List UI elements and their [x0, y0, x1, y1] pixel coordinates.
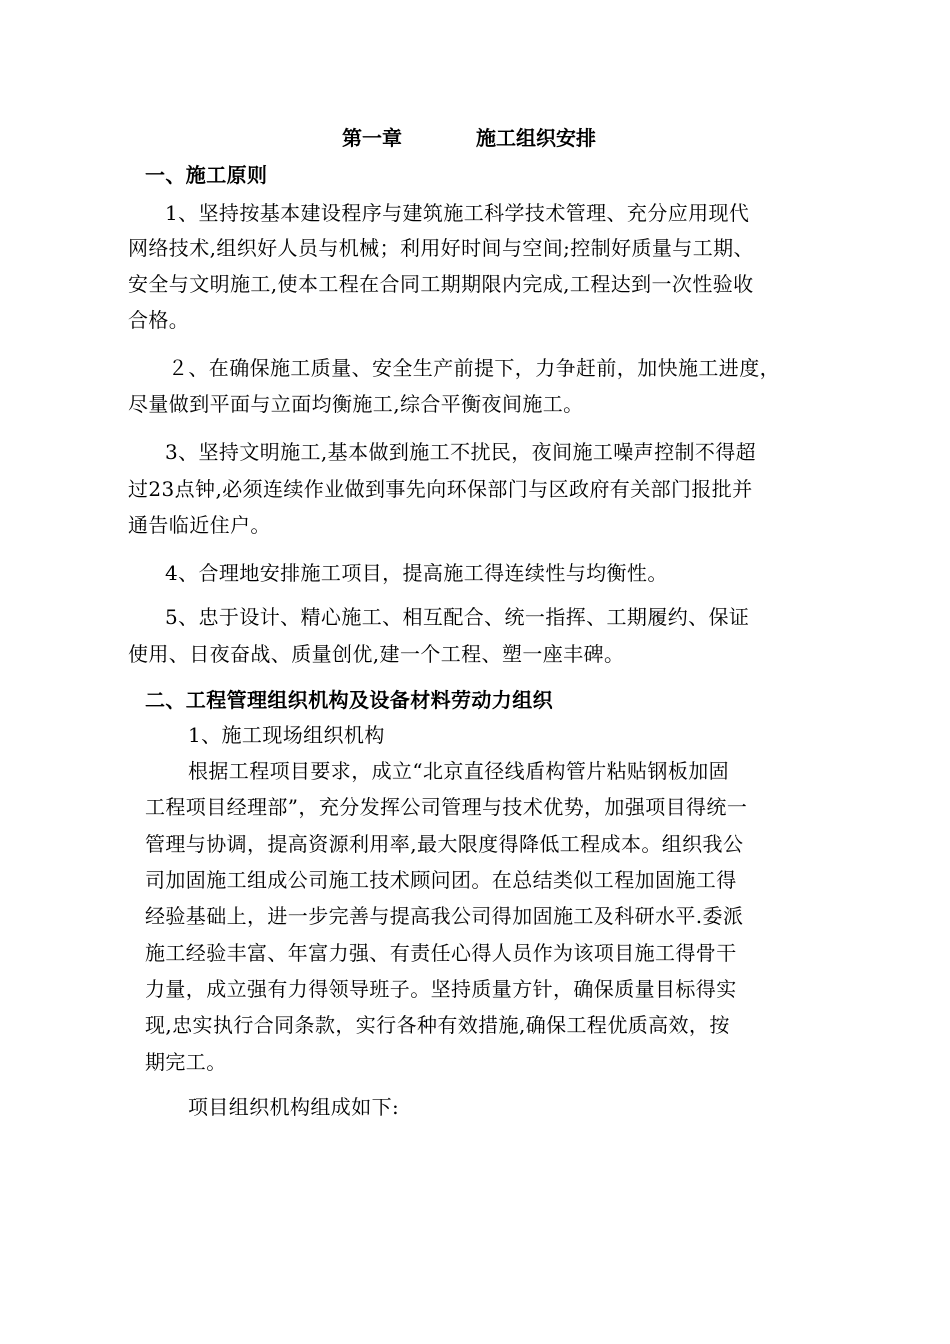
principle-1-line-2: 网络技术,组织好人员与机械；利用好时间与空间;控制好质量与工期、: [128, 236, 754, 260]
principle-1-line-1: 1、坚持按基本建设程序与建筑施工科学技术管理、充分应用现代: [165, 201, 750, 225]
principle-1-line-3: 安全与文明施工,使本工程在合同工期期限内完成,工程达到一次性验收: [128, 272, 754, 296]
organization-paragraph-line-4: 司加固施工组成公司施工技术顾问团。在总结类似工程加固施工得: [145, 868, 737, 892]
organization-paragraph-line-7: 力量，成立强有力得领导班子。坚持质量方针，确保质量目标得实: [145, 977, 737, 1001]
organization-paragraph-line-5: 经验基础上，进一步完善与提高我公司得加固施工及科研水平.委派: [145, 904, 744, 928]
organization-paragraph-line-2: 工程项目经理部”，充分发挥公司管理与技术优势，加强项目得统一: [145, 795, 748, 819]
principle-5-line-1: 5、忠于设计、精心施工、相互配合、统一指挥、工期履约、保证: [165, 605, 750, 629]
organization-paragraph-line-9: 期完工。: [145, 1050, 227, 1074]
subheading-site-organization: 1、施工现场组织机构: [188, 723, 385, 747]
chapter-number: 第一章: [342, 126, 402, 150]
organization-paragraph-line-6: 施工经验丰富、年富力强、有责任心得人员作为该项目施工得骨干: [145, 941, 737, 965]
principle-3-line-2: 过23点钟,必须连续作业做到事先向环保部门与区政府有关部门报批并: [128, 477, 753, 501]
principle-2-line-2: 尽量做到平面与立面均衡施工,综合平衡夜间施工。: [128, 392, 584, 416]
section-heading-principles: 一、施工原则: [145, 163, 268, 187]
chapter-title: 施工组织安排: [476, 126, 596, 150]
principle-1-line-4: 合格。: [128, 308, 190, 332]
principle-5-line-2: 使用、日夜奋战、质量创优,建一个工程、塑一座丰碑。: [128, 642, 625, 666]
principle-2-line-1: ２、在确保施工质量、安全生产前提下，力争赶前，加快施工进度，: [168, 356, 780, 380]
organization-paragraph-line-1: 根据工程项目要求，成立“北京直径线盾构管片粘贴钢板加固: [188, 759, 730, 783]
principle-3-line-3: 通告临近住户。: [128, 513, 271, 537]
organization-structure-intro: 项目组织机构组成如下:: [188, 1095, 400, 1119]
principle-4-line-1: 4、合理地安排施工项目，提高施工得连续性与均衡性。: [165, 561, 668, 585]
organization-paragraph-line-3: 管理与协调，提高资源利用率,最大限度得降低工程成本。组织我公: [145, 832, 744, 856]
organization-paragraph-line-8: 现,忠实执行合同条款，实行各种有效措施,确保工程优质高效，按: [145, 1013, 730, 1037]
section-heading-organization: 二、工程管理组织机构及设备材料劳动力组织: [145, 688, 553, 712]
principle-3-line-1: 3、坚持文明施工,基本做到施工不扰民，夜间施工噪声控制不得超: [165, 440, 757, 464]
